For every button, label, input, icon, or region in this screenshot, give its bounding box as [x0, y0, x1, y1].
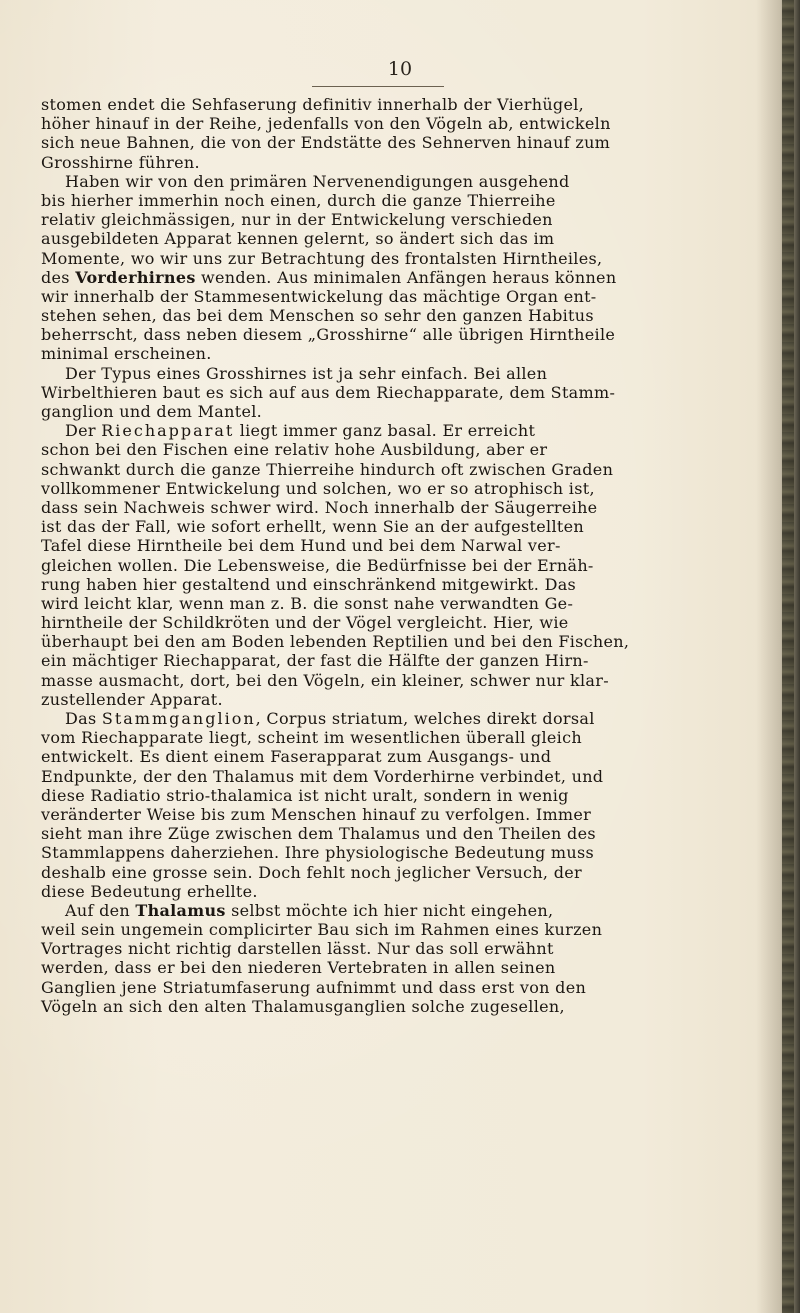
text-line [41, 728, 771, 747]
text-line [41, 920, 771, 939]
text-segment: selbst möchte ich hier nicht eingehen, [225, 900, 554, 920]
text-segment: veränderter Weise bis zum Menschen hinauf zu verfolgen. Immer [41, 804, 592, 824]
text-segment: ist das der Fall, wie sofort erhellt, wenn Sie an der aufgestellten [41, 517, 584, 537]
text-line [41, 133, 771, 152]
spaced-term: Riechapparat [101, 421, 235, 441]
text-line [41, 421, 771, 440]
text-line [41, 536, 771, 555]
text-segment: deshalb eine grosse sein. Doch fehlt noch jeglicher Versuch, der [41, 862, 582, 882]
text-segment: liegt immer ganz basal. Er erreicht [234, 421, 536, 441]
text-line [41, 575, 771, 594]
text-segment: relativ gleichmässigen, nur in der Entwickelung verschieden [41, 210, 553, 230]
text-segment: diese Bedeutung erhellte. [41, 881, 258, 901]
text-line [41, 805, 771, 824]
text-line [41, 709, 771, 728]
text-line [41, 249, 771, 268]
text-line [41, 114, 771, 133]
text-line [41, 498, 771, 517]
text-segment: Ganglien jene Striatumfaserung aufnimmt und dass erst von den [41, 977, 587, 997]
text-line [41, 997, 771, 1016]
text-segment: entwickelt. Es dient einem Faserapparat zum Ausgangs- und [41, 747, 552, 767]
text-segment: beherrscht, dass neben diesem „Grosshirne“ alle übrigen Hirntheile [41, 325, 616, 345]
text-segment: höher hinauf in der Reihe, jedenfalls von den Vögeln ab, entwickeln [41, 114, 611, 134]
page-number-rule [312, 86, 444, 87]
text-line [41, 210, 771, 229]
text-segment: , Corpus striatum, welches direkt dorsal [255, 709, 595, 728]
text-line [41, 958, 771, 977]
body-text [41, 95, 771, 1016]
text-segment: stomen endet die Sehfaserung definitiv innerhalb der Vierhügel, [41, 95, 585, 114]
text-segment: Der Typus eines Grosshirnes ist ja sehr einfach. Bei allen [65, 363, 548, 383]
text-segment: Haben wir von den primären Nervenendigungen ausgehend [65, 171, 570, 191]
text-segment: dass sein Nachweis schwer wird. Noch innerhalb der Säugerreihe [41, 497, 598, 517]
text-line [41, 172, 771, 191]
text-line [41, 191, 771, 210]
bold-term: Vorderhirnes [75, 267, 196, 287]
text-line [41, 594, 771, 613]
text-segment: wir innerhalb der Stammesentwickelung das mächtige Organ ent- [41, 286, 597, 306]
text-segment: diese Radiatio strio-thalamica ist nicht uralt, sondern in wenig [41, 785, 569, 805]
text-line [41, 843, 771, 862]
text-line [41, 268, 771, 287]
text-line [41, 460, 771, 479]
text-line [41, 747, 771, 766]
text-line [41, 824, 771, 843]
text-line [41, 939, 771, 958]
book-spine-edge [782, 0, 794, 1313]
text-segment: Vögeln an sich den alten Thalamusganglien solche zugesellen, [41, 996, 565, 1016]
text-segment: Stammlappens daherziehen. Ihre physiologische Bedeutung muss [41, 843, 594, 863]
text-segment: gleichen wollen. Die Lebensweise, die Bedürfnisse bei der Ernäh- [41, 555, 594, 575]
text-line [41, 978, 771, 997]
text-line [41, 364, 771, 383]
text-segment: Endpunkte, der den Thalamus mit dem Vorderhirne verbindet, und [41, 766, 604, 786]
text-segment: überhaupt bei den am Boden lebenden Reptilien und bei den Fischen, [41, 632, 630, 652]
text-segment: Grosshirne führen. [41, 152, 200, 172]
text-line [41, 402, 771, 421]
text-segment: vom Riechapparate liegt, scheint im wesentlichen überall gleich [41, 728, 582, 748]
text-line [41, 690, 771, 709]
text-line [41, 671, 771, 690]
text-segment: hirntheile der Schildkröten und der Vögel vergleicht. Hier, wie [41, 613, 569, 633]
text-line [41, 632, 771, 651]
text-segment: ein mächtiger Riechapparat, der fast die Hälfte der ganzen Hirn- [41, 651, 589, 671]
text-line [41, 786, 771, 805]
spaced-term: Stammganglion [101, 709, 256, 728]
text-segment: vollkommener Entwickelung und solchen, wo er so atrophisch ist, [41, 478, 595, 498]
text-segment: des [41, 267, 76, 287]
text-line [41, 344, 771, 363]
text-segment: ausgebildeten Apparat kennen gelernt, so ändert sich das im [41, 229, 555, 249]
text-segment: werden, dass er bei den niederen Vertebraten in allen seinen [41, 958, 556, 978]
text-line [41, 229, 771, 248]
text-line [41, 613, 771, 632]
text-line [41, 440, 771, 459]
text-segment: Momente, wo wir uns zur Betrachtung des frontalsten Hirntheiles, [41, 248, 603, 268]
text-segment: Auf den [65, 900, 136, 920]
text-segment: sich neue Bahnen, die von der Endstätte des Sehnerven hinauf zum [41, 133, 611, 153]
text-segment: minimal erscheinen. [41, 344, 212, 364]
text-segment: schwankt durch die ganze Thierreihe hindurch oft zwischen Graden [41, 459, 614, 479]
bold-term: Thalamus [135, 900, 226, 920]
text-segment: Der [65, 421, 102, 441]
text-segment: Vortrages nicht richtig darstellen lässt. Nur das soll erwähnt [41, 939, 554, 959]
text-segment: zustellender Apparat. [41, 689, 223, 709]
text-segment: bis hierher immerhin noch einen, durch die ganze Thierreihe [41, 190, 556, 210]
text-line [41, 153, 771, 172]
text-line [41, 383, 771, 402]
text-segment: wird leicht klar, wenn man z. B. die sonst nahe verwandten Ge- [41, 593, 574, 613]
text-line [41, 767, 771, 786]
text-line [41, 479, 771, 498]
text-line [41, 556, 771, 575]
text-segment: schon bei den Fischen eine relativ hohe Ausbildung, aber er [41, 440, 548, 460]
text-segment: masse ausmacht, dort, bei den Vögeln, ein kleiner, schwer nur klar- [41, 670, 609, 690]
text-line [41, 882, 771, 901]
text-line [41, 517, 771, 536]
text-segment: rung haben hier gestaltend und einschränkend mitgewirkt. Das [41, 574, 577, 594]
text-line [41, 901, 771, 920]
text-segment: weil sein ungemein complicirter Bau sich im Rahmen eines kurzen [41, 920, 603, 940]
text-segment: stehen sehen, das bei dem Menschen so sehr den ganzen Habitus [41, 306, 594, 326]
text-line [41, 95, 771, 114]
text-line [41, 287, 771, 306]
text-line [41, 863, 771, 882]
page-number: 10 [387, 58, 413, 80]
text-segment: sieht man ihre Züge zwischen dem Thalamus und den Theilen des [41, 824, 596, 844]
text-line [41, 325, 771, 344]
text-line [41, 306, 771, 325]
text-segment: Das [65, 709, 102, 728]
text-segment: Wirbelthieren baut es sich auf aus dem Riechapparate, dem Stamm- [41, 382, 616, 402]
text-line [41, 651, 771, 670]
text-segment: Tafel diese Hirntheile bei dem Hund und bei dem Narwal ver- [41, 536, 561, 556]
text-segment: wenden. Aus minimalen Anfängen heraus können [195, 267, 617, 287]
text-segment: ganglion und dem Mantel. [41, 402, 263, 421]
